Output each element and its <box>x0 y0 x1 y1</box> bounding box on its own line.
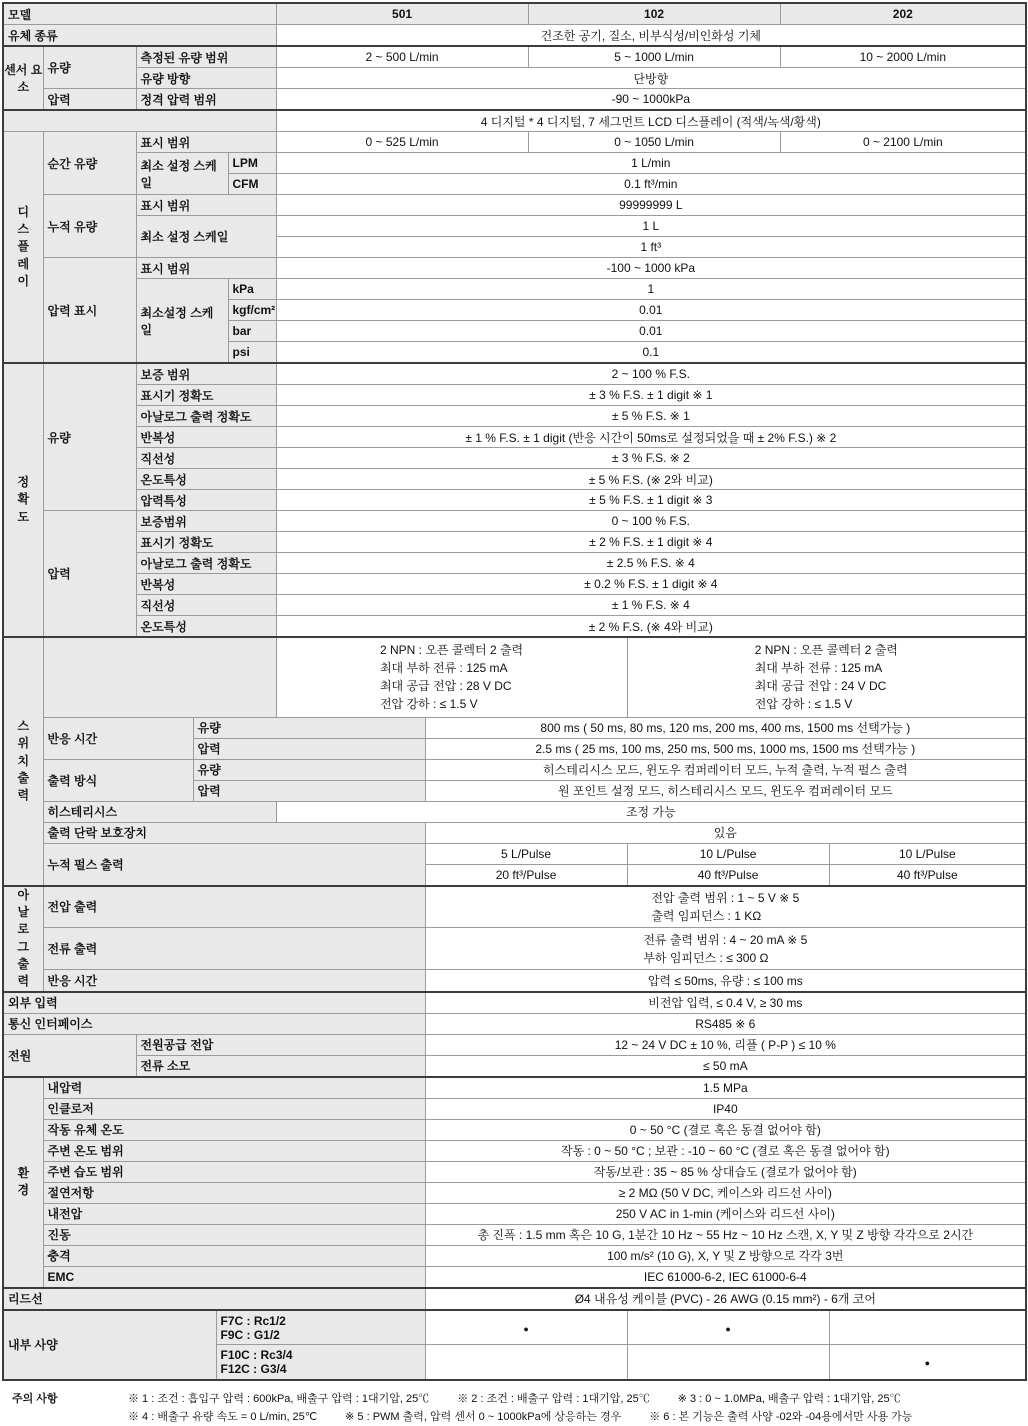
analog-line: 전압 출력 범위 : 1 ~ 5 V ※ 5 <box>651 890 800 905</box>
spec-value: ± 2 % F.S. (※ 4와 비교) <box>276 616 1026 638</box>
row-label: 통신 인터페이스 <box>3 1013 425 1034</box>
note-5: ※ 5 : PWM 출력, 압력 센서 0 ~ 1000kPa에 상응하는 경우 <box>345 1410 622 1423</box>
bullet-icon: ● <box>523 1323 529 1334</box>
model-header-row <box>3 3 1026 25</box>
spec-value: 0 ~ 50 °C (결로 혹은 동결 없어야 함) <box>425 1119 1026 1140</box>
accuracy-flow-row-3 <box>3 427 1026 448</box>
spec-value: IEC 61000-6-2, IEC 61000-6-4 <box>425 1266 1026 1288</box>
accuracy-pressure-row-3 <box>3 574 1026 595</box>
accuracy-flow-row-0 <box>3 363 1026 385</box>
row-label: 전류 출력 <box>43 928 425 970</box>
spec-value: 조정 가능 <box>276 801 1026 822</box>
row-label: 온도특성 <box>136 616 276 638</box>
row-label: 최소 설정 스케일 <box>136 153 228 195</box>
unit-label: LPM <box>228 153 276 174</box>
accuracy-pressure-row-1 <box>3 532 1026 553</box>
row-label: 히스테리시스 <box>43 801 276 822</box>
display-pressure-kpa-row <box>3 279 1026 300</box>
row-label: 반응 시간 <box>43 970 425 992</box>
unit-label: bar <box>228 321 276 342</box>
port-spec-line: F9C : G1/2 <box>220 1327 280 1342</box>
row-label: 압력 <box>193 738 425 759</box>
row-label: 주변 온도 범위 <box>43 1140 425 1161</box>
group-label-analog-output <box>3 886 43 992</box>
spec-value: 250 V AC in 1-min (케이스와 리드선 사이) <box>425 1203 1026 1224</box>
model-applicable-mark <box>829 1345 1026 1380</box>
notes-label: 주의 사항 <box>12 1392 58 1405</box>
env-row-6 <box>3 1203 1026 1224</box>
spec-value: 0.1 <box>276 342 1026 364</box>
port-spec-line: F12C : G3/4 <box>220 1362 287 1377</box>
comm-row <box>3 1013 1026 1034</box>
npn-line: 최대 공급 전압 : 24 V DC <box>754 679 887 694</box>
model-value: 10 L/Pulse <box>829 843 1026 864</box>
row-label: 리드선 <box>3 1288 425 1310</box>
group-label-power: 전원 <box>3 1034 136 1077</box>
vertical-label: 정확도 <box>17 474 30 524</box>
npn-line: 최대 부하 전류 : 125 mA <box>754 661 883 676</box>
spec-value: 1 L <box>276 216 1026 237</box>
row-label: 전압 출력 <box>43 886 425 928</box>
group-label-switch-output <box>3 637 43 886</box>
notes-line-2 <box>128 1408 940 1426</box>
row-label: 측정된 유량 범위 <box>136 46 276 68</box>
unit-label: kPa <box>228 279 276 300</box>
group-label-environment <box>3 1077 43 1288</box>
switch-protection-row <box>3 822 1026 843</box>
npn-line: 2 NPN : 오픈 콜렉터 2 출력 <box>379 643 524 658</box>
row-label: 유량 <box>43 363 136 511</box>
env-row-8 <box>3 1245 1026 1266</box>
row-label: 보증 범위 <box>136 363 276 385</box>
model-value: 0 ~ 1050 L/min <box>528 132 780 153</box>
spec-value: ± 1 % F.S. ※ 4 <box>276 595 1026 616</box>
bullet-icon: ● <box>725 1323 731 1334</box>
spec-value <box>425 886 1026 928</box>
env-row-3 <box>3 1140 1026 1161</box>
env-row-0 <box>3 1077 1026 1099</box>
vertical-label: 디스플레이 <box>17 204 30 289</box>
row-label: 압력 <box>193 780 425 801</box>
row-label: 유량 <box>193 717 425 738</box>
spec-value: ± 1 % F.S. ± 1 digit (반응 시간이 50ms로 설정되었을 때 ± 2% F.S.) ※ 2 <box>276 427 1026 448</box>
model-value: 20 ft³/Pulse <box>425 864 627 886</box>
analog-line: 전류 출력 범위 : 4 ~ 20 mA ※ 5 <box>643 932 808 947</box>
env-row-7 <box>3 1224 1026 1245</box>
power-supply-row <box>3 1034 1026 1055</box>
switch-response-flow-row <box>3 717 1026 738</box>
spec-value: -90 ~ 1000kPa <box>276 89 1026 111</box>
accuracy-flow-row-1 <box>3 385 1026 406</box>
model-value: 0 ~ 525 L/min <box>276 132 528 153</box>
spec-value: 건조한 공기, 질소, 비부식성/비인화성 기체 <box>276 25 1026 47</box>
row-label: EMC <box>43 1266 425 1288</box>
row-label: 내전압 <box>43 1203 425 1224</box>
row-label: 유량 <box>43 46 136 89</box>
note-6: ※ 6 : 본 기능은 출력 사양 -02와 -04용에서만 사용 가능 <box>649 1410 913 1423</box>
env-row-1 <box>3 1098 1026 1119</box>
display-accum-scale-row <box>3 216 1026 237</box>
spec-value: 99999999 L <box>276 195 1026 216</box>
row-label: 아날로그 출력 정확도 <box>136 406 276 427</box>
spec-value: RS485 ※ 6 <box>425 1013 1026 1034</box>
spec-value: Ø4 내유성 케이블 (PVC) - 26 AWG (0.15 mm²) - 6개 코어 <box>425 1288 1026 1310</box>
model-value: 2 ~ 500 L/min <box>276 46 528 68</box>
model-value: 5 L/Pulse <box>425 843 627 864</box>
spec-value: IP40 <box>425 1098 1026 1119</box>
spec-value: 12 ~ 24 V DC ± 10 %, 리플 ( P-P ) ≤ 10 % <box>425 1034 1026 1055</box>
sensor-row-flow-range <box>3 46 1026 68</box>
row-label: 표시 범위 <box>136 258 276 279</box>
spec-value: 0.01 <box>276 321 1026 342</box>
empty-label <box>3 110 276 132</box>
spec-value: 있음 <box>425 822 1026 843</box>
spec-value: 1 <box>276 279 1026 300</box>
spec-value: ± 2 % F.S. ± 1 digit ※ 4 <box>276 532 1026 553</box>
display-instant-lpm-row <box>3 153 1026 174</box>
note-3: ※ 3 : 0 ~ 1.0MPa, 배출구 압력 : 1대기압, 25℃ <box>677 1392 901 1405</box>
spec-value: ± 5 % F.S. ※ 1 <box>276 406 1026 427</box>
env-row-9 <box>3 1266 1026 1288</box>
model-value: 40 ft³/Pulse <box>829 864 1026 886</box>
row-label: 출력 단락 보호장치 <box>43 822 425 843</box>
row-label: 최소설정 스케일 <box>136 279 228 364</box>
spec-value: ± 3 % F.S. ± 1 digit ※ 1 <box>276 385 1026 406</box>
row-label: 유량 <box>193 759 425 780</box>
sensor-row-direction <box>3 68 1026 89</box>
row-label: 충격 <box>43 1245 425 1266</box>
npn-line: 최대 공급 전압 : 28 V DC <box>379 679 512 694</box>
spec-value: 0.1 ft³/min <box>276 174 1026 195</box>
analog-response-row <box>3 970 1026 992</box>
npn-spec-501-102 <box>276 637 627 717</box>
row-label: 내압력 <box>43 1077 425 1099</box>
power-consumption-row <box>3 1055 1026 1077</box>
spec-table <box>2 2 1027 1381</box>
spec-value: 0 ~ 100 % F.S. <box>276 511 1026 532</box>
unit-label: psi <box>228 342 276 364</box>
row-label <box>216 1310 425 1345</box>
spec-value: 압력 ≤ 50ms, 유량 : ≤ 100 ms <box>425 970 1026 992</box>
analog-line: 출력 임피던스 : 1 KΩ <box>651 908 762 923</box>
row-label: 반복성 <box>136 427 276 448</box>
port-spec-line: F7C : Rc1/2 <box>220 1313 286 1328</box>
spec-value: ± 5 % F.S. (※ 2와 비교) <box>276 469 1026 490</box>
internal-row-1 <box>3 1310 1026 1345</box>
model-value: 5 ~ 1000 L/min <box>528 46 780 68</box>
row-label: 누적 유량 <box>43 195 136 258</box>
spec-value: ± 3 % F.S. ※ 2 <box>276 448 1026 469</box>
spec-value: 0.01 <box>276 300 1026 321</box>
model-202: 202 <box>780 3 1026 25</box>
row-label: 표시 범위 <box>136 132 276 153</box>
spec-value: 원 포인트 설정 모드, 히스테리시스 모드, 윈도우 컴퍼레이터 모드 <box>425 780 1026 801</box>
note-2: ※ 2 : 조건 : 배출구 압력 : 1대기압, 25℃ <box>457 1392 650 1405</box>
spec-value: ± 5 % F.S. ± 1 digit ※ 3 <box>276 490 1026 511</box>
spec-value <box>425 928 1026 970</box>
env-row-5 <box>3 1182 1026 1203</box>
accuracy-flow-row-4 <box>3 448 1026 469</box>
row-label: 직선성 <box>136 448 276 469</box>
bullet-icon: ● <box>924 1358 931 1369</box>
row-label: 전류 소모 <box>136 1055 425 1077</box>
group-label-sensor: 센서 요소 <box>3 46 43 110</box>
npn-line: 전압 강하 : ≤ 1.5 V <box>754 697 853 712</box>
model-102: 102 <box>528 3 780 25</box>
row-label: 누적 펄스 출력 <box>43 843 425 886</box>
spec-value: ± 0.2 % F.S. ± 1 digit ※ 4 <box>276 574 1026 595</box>
empty-label <box>43 637 276 717</box>
lead-wire-row <box>3 1288 1026 1310</box>
row-label: 정격 압력 범위 <box>136 89 276 111</box>
model-applicable-mark <box>829 1310 1026 1345</box>
notes-section <box>2 1381 1026 1426</box>
spec-value: 1.5 MPa <box>425 1077 1026 1099</box>
port-spec-line: F10C : Rc3/4 <box>220 1348 293 1363</box>
accuracy-pressure-row-0 <box>3 511 1026 532</box>
spec-value: 단방향 <box>276 68 1026 89</box>
group-label-accuracy <box>3 363 43 637</box>
note-1: ※ 1 : 조건 : 흡입구 압력 : 600kPa, 배출구 압력 : 1대기압, 25℃ <box>128 1392 430 1405</box>
external-input-row <box>3 992 1026 1014</box>
row-label: 유량 방향 <box>136 68 276 89</box>
row-label: 순간 유량 <box>43 132 136 195</box>
notes-body <box>128 1390 940 1426</box>
row-label: 진동 <box>43 1224 425 1245</box>
model-value: 0 ~ 2100 L/min <box>780 132 1026 153</box>
spec-value: -100 ~ 1000 kPa <box>276 258 1026 279</box>
model-value: 10 ~ 2000 L/min <box>780 46 1026 68</box>
row-label: 인클로저 <box>43 1098 425 1119</box>
notes-line-1 <box>128 1390 940 1408</box>
row-label: 압력특성 <box>136 490 276 511</box>
model-header-label: 모델 <box>3 3 276 25</box>
npn-line: 전압 강하 : ≤ 1.5 V <box>379 697 478 712</box>
spec-value: 100 m/s² (10 G), X, Y 및 Z 방향으로 각각 3번 <box>425 1245 1026 1266</box>
switch-hysteresis-row <box>3 801 1026 822</box>
row-label: 외부 입력 <box>3 992 425 1014</box>
vertical-label: 아날로그 출력 <box>17 887 30 989</box>
model-applicable-mark <box>425 1345 627 1380</box>
group-label-display <box>3 132 43 364</box>
env-row-2 <box>3 1119 1026 1140</box>
analog-voltage-row <box>3 886 1026 928</box>
row-label: 출력 방식 <box>43 759 193 801</box>
npn-spec-202 <box>627 637 1026 717</box>
switch-pulse-row-l <box>3 843 1026 864</box>
display-accum-range-row <box>3 195 1026 216</box>
spec-value: 800 ms ( 50 ms, 80 ms, 120 ms, 200 ms, 400 ms, 1500 ms 선택가능 ) <box>425 717 1026 738</box>
spec-value: 1 ft³ <box>276 237 1026 258</box>
row-label: 아날로그 출력 정확도 <box>136 553 276 574</box>
row-label: 전원공급 전압 <box>136 1034 425 1055</box>
row-label: 압력 표시 <box>43 258 136 364</box>
row-label: 절연저항 <box>43 1182 425 1203</box>
model-applicable-mark <box>627 1310 829 1345</box>
row-label: 표시기 정확도 <box>136 532 276 553</box>
row-label: 표시 범위 <box>136 195 276 216</box>
switch-npn-row <box>3 637 1026 717</box>
spec-value: ± 2.5 % F.S. ※ 4 <box>276 553 1026 574</box>
spec-value: 작동 : 0 ~ 50 °C ; 보관 : -10 ~ 60 °C (결로 혹은 동결 없어야 함) <box>425 1140 1026 1161</box>
row-label: 직선성 <box>136 595 276 616</box>
spec-value: 2.5 ms ( 25 ms, 100 ms, 250 ms, 500 ms, 1000 ms, 1500 ms 선택가능 ) <box>425 738 1026 759</box>
row-label: 보증범위 <box>136 511 276 532</box>
npn-line: 최대 부하 전류 : 125 mA <box>379 661 508 676</box>
vertical-label: 환경 <box>17 1165 30 1198</box>
spec-value: 히스테리시스 모드, 윈도우 컴퍼레이터 모드, 누적 출력, 누적 펄스 출력 <box>425 759 1026 780</box>
model-value: 40 ft³/Pulse <box>627 864 829 886</box>
unit-label: CFM <box>228 174 276 195</box>
accuracy-flow-row-2 <box>3 406 1026 427</box>
analog-current-row <box>3 928 1026 970</box>
group-label-internal: 내부 사양 <box>3 1310 216 1380</box>
accuracy-pressure-row-5 <box>3 616 1026 638</box>
spec-value: 총 진폭 : 1.5 mm 혹은 10 G, 1분간 10 Hz ~ 55 Hz ~ 10 Hz 스캔, X, Y 및 Z 방향 각각으로 2시간 <box>425 1224 1026 1245</box>
spec-value: 4 디지털 * 4 디지털, 7 세그먼트 LCD 디스플레이 (적색/녹색/황색) <box>276 110 1026 132</box>
spec-value: 1 L/min <box>276 153 1026 174</box>
model-501: 501 <box>276 3 528 25</box>
spec-value: 작동/보관 : 35 ~ 85 % 상대습도 (결로가 없어야 함) <box>425 1161 1026 1182</box>
row-label: 표시기 정확도 <box>136 385 276 406</box>
accuracy-pressure-row-4 <box>3 595 1026 616</box>
sensor-row-pressure <box>3 89 1026 111</box>
switch-mode-flow-row <box>3 759 1026 780</box>
analog-line: 부하 임피던스 : ≤ 300 Ω <box>643 950 769 965</box>
model-value: 10 L/Pulse <box>627 843 829 864</box>
npn-line: 2 NPN : 오픈 콜렉터 2 출력 <box>754 643 898 658</box>
unit-label: kgf/cm² <box>228 300 276 321</box>
row-label: 작동 유체 온도 <box>43 1119 425 1140</box>
vertical-label: 스위치 출력 <box>17 718 30 803</box>
row-label: 반응 시간 <box>43 717 193 759</box>
spec-value: ≥ 2 MΩ (50 V DC, 케이스와 리드선 사이) <box>425 1182 1026 1203</box>
model-applicable-mark <box>627 1345 829 1380</box>
display-instant-range-row <box>3 132 1026 153</box>
row-label: 압력 <box>43 89 136 111</box>
row-label: 온도특성 <box>136 469 276 490</box>
accuracy-flow-row-5 <box>3 469 1026 490</box>
row-label: 최소 설정 스케일 <box>136 216 276 258</box>
accuracy-flow-row-6 <box>3 490 1026 511</box>
spec-value: 2 ~ 100 % F.S. <box>276 363 1026 385</box>
accuracy-pressure-row-2 <box>3 553 1026 574</box>
display-pressure-range-row <box>3 258 1026 279</box>
fluid-row <box>3 25 1026 47</box>
row-label: 주변 습도 범위 <box>43 1161 425 1182</box>
note-4: ※ 4 : 배출구 유량 속도 = 0 L/min, 25℃ <box>128 1410 318 1423</box>
row-label: 압력 <box>43 511 136 638</box>
env-row-4 <box>3 1161 1026 1182</box>
lcd-row <box>3 110 1026 132</box>
spec-value: 비전압 입력, ≤ 0.4 V, ≥ 30 ms <box>425 992 1026 1014</box>
row-label: 반복성 <box>136 574 276 595</box>
model-applicable-mark <box>425 1310 627 1345</box>
row-label <box>216 1345 425 1380</box>
row-label: 유체 종류 <box>3 25 276 47</box>
spec-value: ≤ 50 mA <box>425 1055 1026 1077</box>
